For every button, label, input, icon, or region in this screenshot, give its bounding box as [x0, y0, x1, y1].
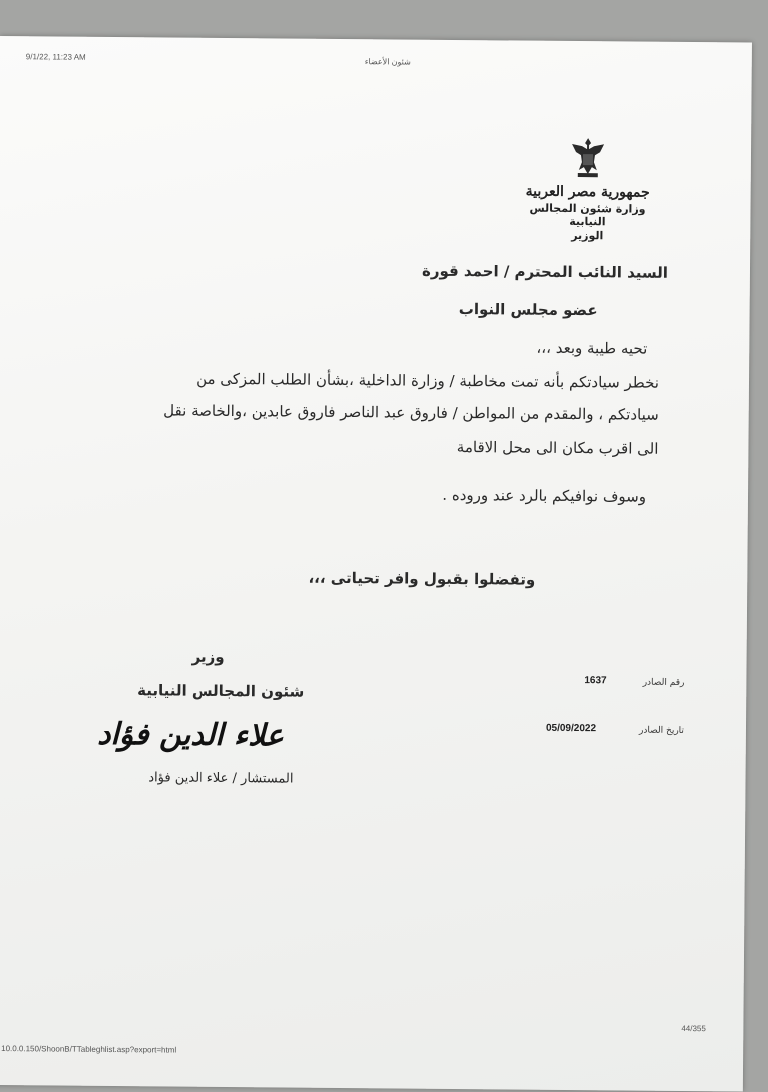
greeting: تحيه طيبة وبعد ،،، — [536, 338, 648, 358]
issue-date-label: تاريخ الصادر — [638, 725, 685, 736]
recipient-role: عضو مجلس النواب — [458, 300, 598, 320]
signature-title-1: وزير — [191, 647, 225, 666]
issue-number: 1637 — [584, 675, 607, 687]
followup: وسوف نوافيكم بالرد عند وروده . — [442, 485, 647, 506]
issue-date: 05/09/2022 — [545, 722, 597, 735]
letterhead — [522, 136, 653, 243]
letterhead-minister: الوزير — [571, 228, 604, 243]
print-page-title: شئون الأعضاء — [364, 57, 411, 67]
signature-title-2: شئون المجالس النيابية — [137, 681, 305, 701]
eagle-emblem-icon — [568, 136, 608, 178]
handwritten-signature: علاء الدين فؤاد — [97, 716, 285, 754]
issue-number-label: رقم الصادر — [642, 677, 685, 688]
body-line-1: نخطر سيادتكم بأنه تمت مخاطبة / وزارة الداخلية ،بشأن الطلب المزكى من — [196, 369, 660, 392]
letterhead-ministry: وزارة شئون المجالس النيابية — [529, 201, 646, 229]
body-line-2: سيادتكم ، والمقدم من المواطن / فاروق عبد الناصر فاروق عابدين ،والخاصة نقل — [163, 401, 659, 424]
letterhead-country: جمهورية مصر العربية — [525, 183, 650, 201]
print-url: 10.0.0.150/ShoonB/TTableghlist.asp?export=html — [1, 1044, 177, 1055]
document-page — [0, 36, 752, 1092]
signatory-name: المستشار / علاء الدين فؤاد — [148, 770, 294, 787]
closing: وتفضلوا بقبول وافر تحياتى ،،، — [308, 568, 536, 589]
recipient: السيد النائب المحترم / احمد قورة — [421, 261, 669, 282]
print-datetime: 9/1/22, 11:23 AM — [25, 52, 86, 62]
print-page-number: 44/355 — [681, 1023, 706, 1034]
body-line-3: الى اقرب مكان الى محل الاقامة — [456, 438, 659, 458]
